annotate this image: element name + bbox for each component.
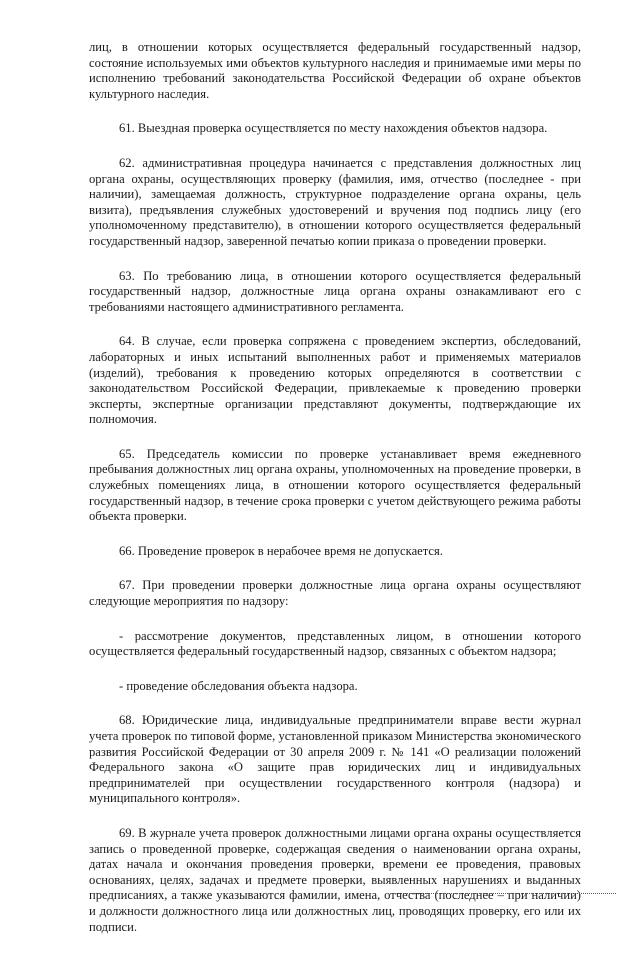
list-item-inspection: - проведение обследования объекта надзора. [119, 678, 358, 693]
paragraph-67: 67. При проведении проверки должностные лица органа охраны осуществляют следующие мероприятия по надзору: [89, 578, 581, 609]
paragraph-68: 68. Юридические лица, индивидуальные предприниматели вправе вести журнал учета проверок по типовой форме, установленной приказом Министерства экономического развития Российской Федерации от 30 апреля 2009 г. № 141 «О реализации положений Федерального закона «О защите прав юридических лиц и индивидуальных предпринимателей при осуществлении государственного контроля (надзора) и муниципального контроля». [89, 713, 581, 806]
paragraph-continuation: лиц, в отношении которых осуществляется федеральный государственный надзор, состояние используемых ими объектов культурного наследия и принимаемые ими меры по исполнению требований законодательства Российской Федерации об охране объектов культурного наследия. [89, 40, 581, 101]
footer-dotted-line [398, 893, 616, 894]
paragraph-61: 61. Выездная проверка осуществляется по месту нахождения объектов надзора. [119, 121, 548, 136]
paragraph-66: 66. Проведение проверок в нерабочее время не допускается. [119, 543, 443, 558]
paragraph-65: 65. Председатель комиссии по проверке устанавливает время ежедневного пребывания должностных лиц органа охраны, уполномоченных на проведение проверки, в служебных помещениях лица, в отношении которого осуществляется федеральный государственный надзор, в течение срока проверки с учетом действующего режима работы объекта проверки. [89, 446, 581, 524]
document-body [89, 40, 581, 954]
paragraph-62: 62. административная процедура начинается с представления должностных лиц органа охраны, осуществляющих проверку (фамилия, имя, отчество (последнее - при наличии), замещаемая должность, структурное подразделение органа охраны, цель визита), предъявления служебных удостоверений и вручения под подпись лицу (его уполномоченному представителю), в отношении которого осуществляется федеральный государственный надзор, заверенной печатью копии приказа о проведении проверки. [89, 155, 581, 248]
paragraph-64: 64. В случае, если проверка сопряжена с проведением экспертиз, обследований, лабораторных и иных испытаний выполненных работ и применяемых материалов (изделий), требования к проведению которых определяются в соответствии с законодательством Российской Федерации, привлекаемые к проведению проверки эксперты, экспертные организации представляют документы, подтверждающие их полномочия. [89, 334, 581, 427]
paragraph-69: 69. В журнале учета проверок должностными лицами органа охраны осуществляется запись о проведенной проверке, содержащая сведения о наименовании органа охраны, датах начала и окончания проведения проверки, времени ее проведения, правовых основаниях, целях, задачах и предмете проверки, выявленных нарушениях и выданных предписаниях, а также указываются фамилии, имена, отчества (последнее – при наличии) и должности должностного лица или должностных лиц, проводящих проверку, его или их подписи. [89, 825, 581, 934]
list-item-review-documents: - рассмотрение документов, представленных лицом, в отношении которого осуществляется федеральный государственный надзор, связанных с объектом надзора; [89, 628, 581, 659]
paragraph-63: 63. По требованию лица, в отношении которого осуществляется федеральный государственный надзор, должностные лица органа охраны ознакамливают его с требованиями настоящего административного регламента. [89, 268, 581, 314]
